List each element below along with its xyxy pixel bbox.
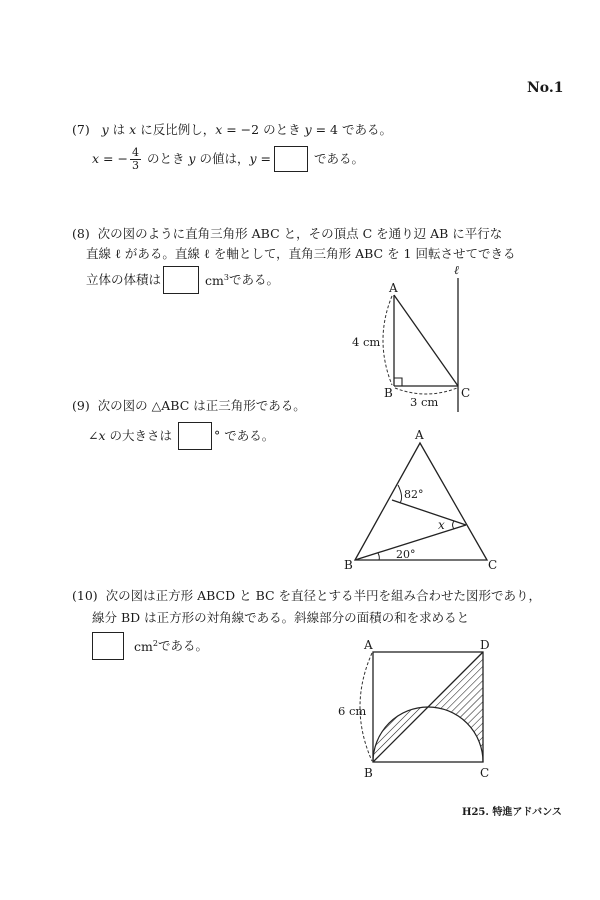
label-c: C [488,558,498,572]
label-l: ℓ [454,263,459,277]
right-angle-mark [394,378,402,386]
dimension-arc-ab [383,296,392,385]
label-c: C [461,386,471,400]
text: である。 [157,638,208,653]
label-d: D [480,638,490,652]
text: ° である。 [214,428,275,443]
label-b: B [344,558,353,572]
unit-text: cm [134,639,153,655]
label-a: A [389,281,398,295]
problem-7-line1 [72,122,392,138]
text: 次の図は正方形 ABCD と BC を直径とする半円を組み合わせた図形であり， [105,588,542,603]
angle-symbol: ∠ [88,428,99,443]
var-y: y [101,122,109,137]
figure-9 [330,425,510,575]
angle-label-20: 20° [396,548,416,561]
unit-exponent: 2 [152,639,158,649]
side-ac [394,295,458,386]
var-x: x [215,122,223,137]
var-y: y [304,122,312,137]
problem-10-line1 [72,588,541,604]
text: = −2 のとき [222,122,305,137]
text: である。 [228,272,279,287]
fraction-numerator: 4 [131,145,139,159]
text: である。 [313,151,364,166]
problem-7-line2 [92,146,364,172]
label-side-length: 6 cm [338,704,367,718]
fraction-denominator: 3 [131,158,139,172]
problem-9-line2 [88,422,274,450]
angle-label-x: x [438,518,445,532]
unit [134,636,158,655]
text: = 4 である。 [311,122,392,137]
answer-box-9[interactable] [178,422,212,450]
problem-10-line3 [92,632,208,660]
figure-8 [330,260,500,420]
angle-label-82: 82° [404,488,424,501]
angle-arc-x [453,521,455,529]
var-x: x [92,151,100,166]
answer-box-7[interactable] [274,146,308,172]
text: の大きさは [105,428,173,443]
var-y: y [249,151,257,166]
triangle-abc [355,443,487,560]
answer-box-10[interactable] [92,632,124,660]
text: = − [99,151,128,166]
footer-label: H25. 特進アドバンス [462,807,562,818]
var-x: x [129,122,137,137]
text: の値は， [195,151,250,166]
problem-7-number: (7) [72,122,90,137]
angle-arc-20 [378,553,379,560]
label-ab-length: 4 cm [352,335,381,349]
problem-9-line1 [72,398,306,414]
problem-8-line3 [86,266,279,294]
var-x: x [98,428,106,443]
label-a: A [415,428,424,442]
unit-exponent: 3 [223,273,229,283]
label-bc-length: 3 cm [410,395,439,409]
problem-9-number: (9) [72,398,90,413]
problem-8-line2: 直線 ℓ がある。直線 ℓ を軸として，直角三角形 ABC を 1 回転させてできる [86,246,516,261]
label-a: A [364,638,373,652]
text: に反比例し， [136,122,216,137]
problem-8-number: (8) [72,226,90,241]
angle-arc-82 [398,485,402,503]
unit [205,270,229,289]
text: 次の図のように直角三角形 ABC と，その頂点 C を通り辺 AB に平行な [97,226,503,241]
answer-box-8[interactable] [163,266,199,294]
text: 次の図の △ABC は正三角形である。 [97,398,306,413]
text: は [108,122,130,137]
label-b: B [384,386,393,400]
unit-text: cm [205,273,224,289]
fraction [130,147,141,172]
figure-10 [330,635,510,785]
var-y: y [188,151,196,166]
text: = [256,151,271,166]
text: 立体の体積は [86,272,162,287]
label-b: B [364,766,373,780]
dimension-arc-bc [395,388,457,394]
page-number: No.1 [527,80,564,96]
problem-10-line2: 線分 BD は正方形の対角線である。斜線部分の面積の和を求めると [92,610,470,625]
label-c: C [480,766,490,780]
problem-8-line1 [72,226,502,242]
text: のとき [142,151,189,166]
problem-10-number: (10) [72,588,98,603]
